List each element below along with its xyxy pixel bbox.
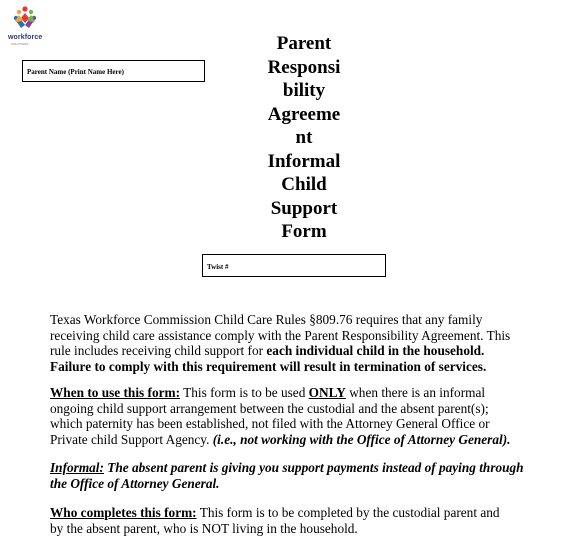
- intro-paragraph: [50, 312, 550, 374]
- who-text: This form is to be completed by the custodial parent and: [196, 505, 500, 520]
- title-line: Informal: [267, 150, 341, 172]
- title-line: nt: [295, 127, 313, 148]
- title-line: Child: [281, 174, 327, 195]
- parent-name-label: Parent Name (Print Name Here): [27, 68, 124, 76]
- logo-subtitle: SOLUTIONS: [11, 42, 29, 46]
- twist-number-label: Twist #: [207, 263, 229, 271]
- who-line-2: by the absent parent, who is NOT living in the household.: [50, 520, 358, 536]
- parent-name-field[interactable]: [22, 60, 205, 82]
- when-text: Private child Support Agency.: [50, 431, 213, 447]
- title-line: Agreeme: [267, 103, 341, 125]
- when-line-3: which paternity has been established, not filed with the Attorney General Office or: [50, 416, 490, 431]
- twist-number-field[interactable]: [202, 254, 386, 277]
- when-note: (i.e., not working with the Office of Attorney General).: [212, 431, 511, 447]
- title-line: Parent: [276, 33, 332, 54]
- who-completes-paragraph: [50, 505, 550, 536]
- when-line-1: [50, 385, 550, 401]
- informal-heading: Informal:: [50, 460, 104, 475]
- intro-line-4: Failure to comply with this requirement will result in termination of services.: [50, 358, 487, 374]
- informal-paragraph: [50, 460, 550, 491]
- title-line: Responsi: [267, 56, 341, 78]
- logo-wordmark: workforce: [8, 34, 43, 41]
- title-line: Form: [281, 221, 327, 242]
- title-line: bility: [282, 80, 326, 101]
- only-emphasis: ONLY: [308, 385, 346, 400]
- intro-emphasis: each individual child in the household.: [266, 343, 485, 358]
- when-text: when there is an informal: [345, 385, 486, 400]
- informal-line-1: [50, 460, 550, 476]
- form-title: [254, 32, 354, 244]
- intro-line-2: receiving child care assistance comply with the Parent Responsibility Agreement. This: [50, 327, 511, 343]
- when-line-4: [50, 432, 550, 448]
- when-line-2: ongoing child support arrangement between the custodial and the absent parent(s);: [50, 400, 489, 416]
- intro-line-1: Texas Workforce Commission Child Care Rules §809.76 requires that any family: [50, 312, 483, 327]
- informal-text: The absent parent is giving you support payments instead of paying through: [103, 460, 524, 475]
- informal-line-2: the Office of Attorney General.: [50, 475, 220, 491]
- who-heading: Who completes this form:: [50, 505, 197, 520]
- title-line: Support: [270, 197, 338, 219]
- intro-line-3: [50, 343, 550, 359]
- intro-text: rule includes receiving child support for: [50, 343, 267, 358]
- when-to-use-paragraph: [50, 385, 550, 447]
- who-line-1: [50, 505, 550, 521]
- people-logo-icon: [12, 6, 38, 34]
- when-heading: When to use this form:: [50, 385, 181, 400]
- when-text: This form is to be used: [180, 385, 309, 400]
- workforce-logo: [8, 6, 48, 46]
